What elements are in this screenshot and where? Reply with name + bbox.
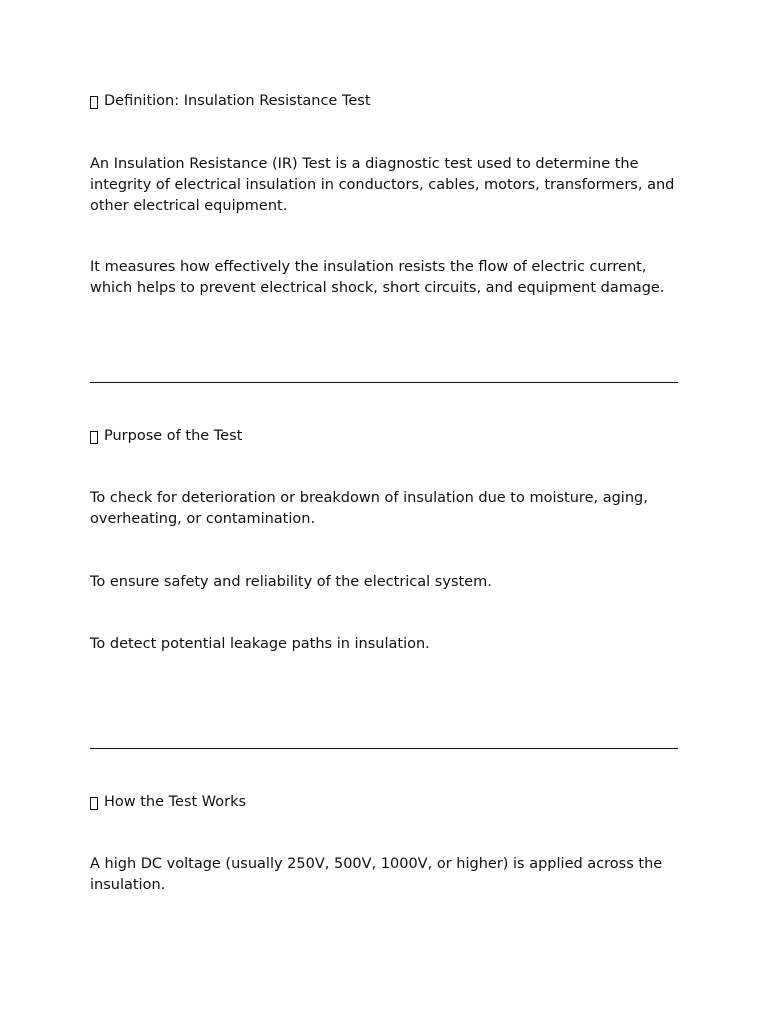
missing-glyph-icon — [90, 96, 98, 109]
paragraph: To ensure safety and reliability of the electrical system. — [90, 574, 492, 590]
missing-glyph-icon — [90, 797, 98, 810]
heading-text: Definition: Insulation Resistance Test — [104, 93, 371, 109]
heading-text: How the Test Works — [104, 794, 247, 810]
paragraph: A high DC voltage (usually 250V, 500V, 1000V, or higher) is applied across the insulation. — [90, 856, 663, 893]
paragraph: To detect potential leakage paths in insulation. — [90, 636, 430, 652]
section-divider — [90, 382, 678, 383]
missing-glyph-icon — [90, 431, 98, 444]
paragraph: An Insulation Resistance (IR) Test is a diagnostic test used to determine the integrity of electrical insulation in conductors, cables, motors, transformers, and other electrical equipment. — [90, 156, 675, 214]
heading-text: Purpose of the Test — [104, 428, 243, 444]
paragraph: To check for deterioration or breakdown of insulation due to moisture, aging, overheating, or contamination. — [90, 490, 648, 527]
section-heading — [90, 91, 678, 112]
section-heading — [90, 426, 678, 447]
section-heading — [90, 792, 678, 813]
section-divider — [90, 748, 678, 749]
paragraph: It measures how effectively the insulation resists the flow of electric current, which helps to prevent electrical shock, short circuits, and equipment damage. — [90, 259, 665, 296]
